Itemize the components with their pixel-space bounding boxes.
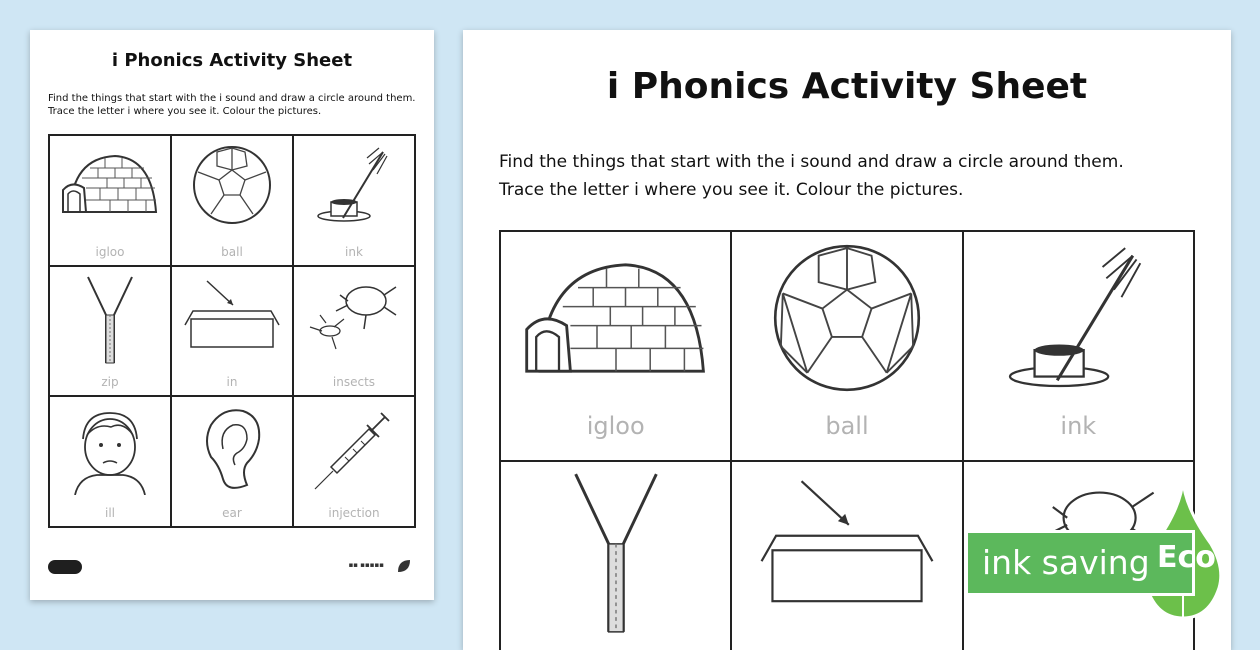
sick-boy-icon — [65, 405, 155, 495]
grid-cell — [500, 231, 731, 461]
footer-code: ▪▪ ▪▪▪▪▪ — [348, 561, 384, 569]
sheet-instructions — [48, 92, 428, 118]
publisher-logo — [48, 560, 82, 574]
leaf-mark-icon — [396, 558, 412, 574]
sheet-instructions — [499, 148, 1219, 204]
grid-cell — [49, 396, 171, 527]
grid-cell — [293, 396, 415, 527]
insects-icon — [304, 275, 404, 355]
grid-cell — [500, 461, 731, 650]
eco-label: Eco — [1157, 540, 1216, 575]
ear-icon — [197, 405, 267, 495]
grid-cell — [731, 461, 962, 650]
item-word: ill — [104, 506, 115, 520]
sheet-footer — [48, 558, 416, 576]
grid-cell — [293, 266, 415, 397]
ink-pot-icon — [993, 238, 1163, 398]
grid-cell — [171, 266, 293, 397]
igloo-icon — [60, 144, 160, 224]
sheet-title: i Phonics Activity Sheet — [111, 50, 353, 71]
instruction-line-2: Trace the letter i where you see it. Colour the pictures. — [48, 106, 322, 117]
grid-cell — [49, 135, 171, 266]
grid-cell — [171, 396, 293, 527]
grid-cell — [49, 266, 171, 397]
item-word: in — [226, 375, 238, 390]
ball-icon — [762, 238, 932, 398]
instruction-line-1: Find the things that start with the i sound and draw a circle around them. — [499, 152, 1124, 172]
zip-icon — [561, 468, 671, 638]
item-word: igloo — [95, 244, 125, 259]
instruction-line-2: Trace the letter i where you see it. Colour the pictures. — [499, 180, 964, 200]
ink-saving-label: ink saving — [982, 543, 1150, 582]
picture-grid — [48, 134, 416, 528]
item-word: ink — [1060, 412, 1097, 440]
item-word: ball — [221, 244, 243, 259]
item-word: insects — [332, 375, 376, 390]
igloo-icon — [521, 238, 711, 398]
item-word: ear — [222, 506, 242, 520]
item-word: ink — [345, 244, 363, 259]
syringe-icon — [309, 405, 399, 495]
item-word: injection — [328, 506, 380, 520]
item-word: zip — [101, 375, 119, 390]
ink-saving-eco-badge — [965, 478, 1255, 628]
grid-cell — [731, 231, 962, 461]
ball-icon — [187, 144, 277, 226]
box-with-arrow-icon — [177, 275, 287, 355]
activity-sheet-preview-small — [30, 30, 434, 600]
grid-cell — [171, 135, 293, 266]
box-with-arrow-icon — [747, 468, 947, 618]
item-word: igloo — [586, 412, 645, 440]
zip-icon — [80, 275, 140, 365]
instruction-line-1: Find the things that start with the i sound and draw a circle around them. — [48, 93, 416, 104]
sheet-title: i Phonics Activity Sheet — [606, 66, 1088, 107]
ink-pot-icon — [309, 144, 399, 226]
grid-cell — [293, 135, 415, 266]
item-word: ball — [825, 412, 869, 440]
grid-cell — [963, 231, 1194, 461]
